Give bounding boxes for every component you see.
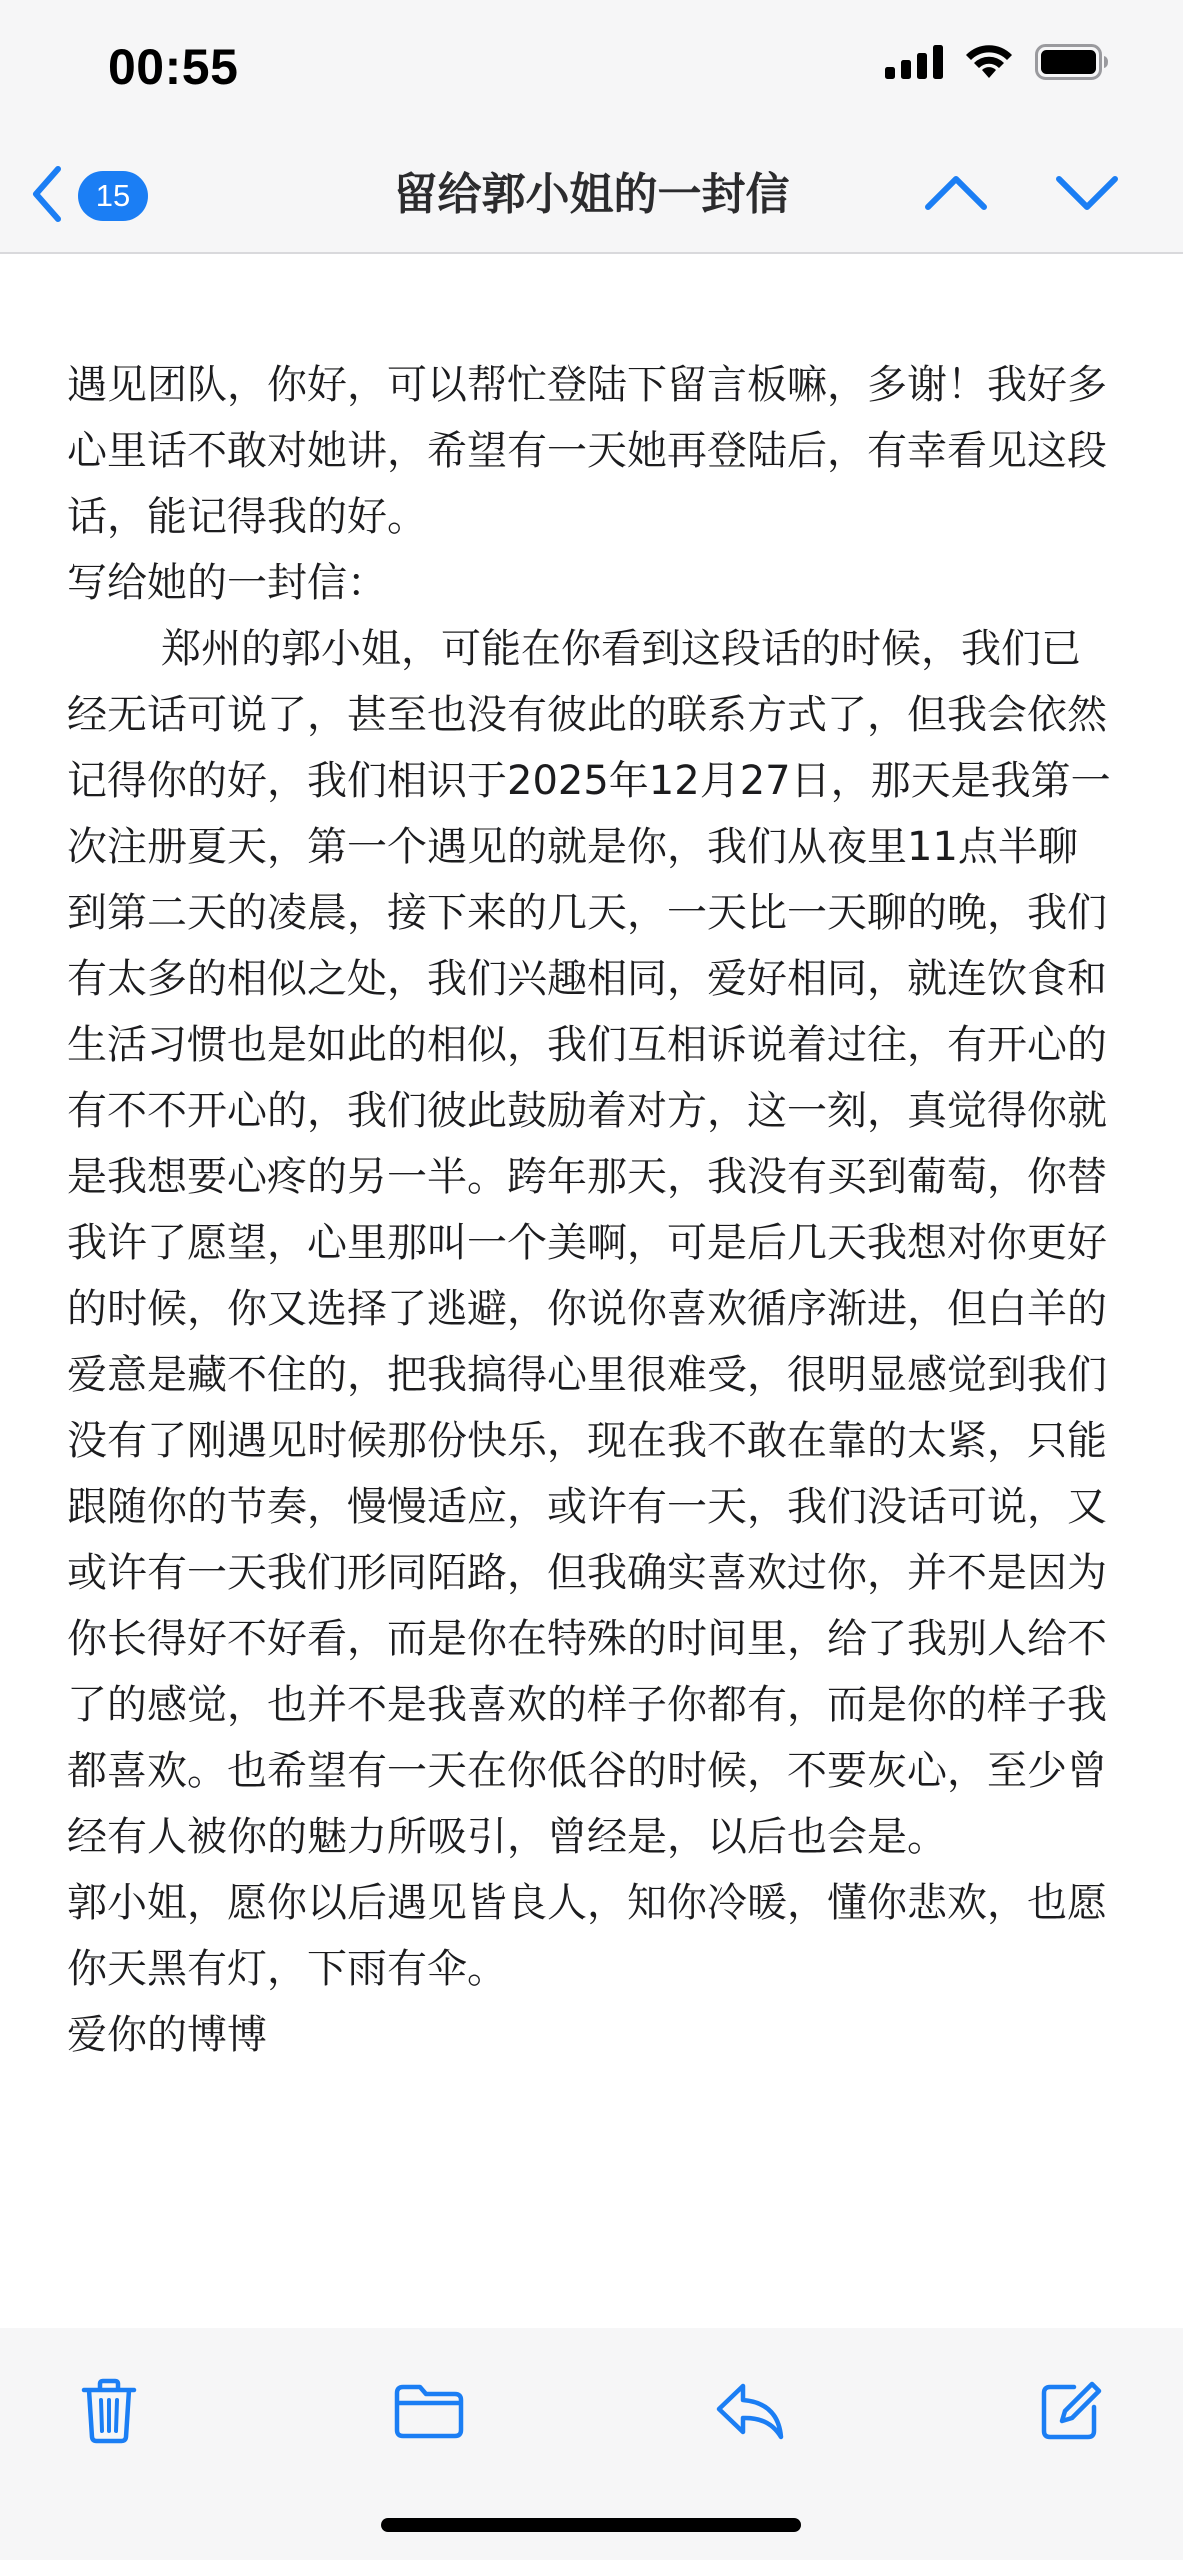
unread-count-badge: 15 (78, 171, 148, 221)
message-body (67, 352, 1117, 2068)
nav-bar (0, 140, 1183, 254)
battery-icon (1035, 44, 1109, 84)
back-button[interactable] (30, 156, 148, 236)
delete-button[interactable] (64, 2368, 154, 2458)
message-paragraph-intro: 遇见团队，你好，可以帮忙登陆下留言板嘛，多谢！我好多心里话不敢对她讲，希望有一天她再登陆后，有幸看见这段话，能记得我的好。 (67, 362, 1107, 540)
compose-icon (1038, 2379, 1102, 2447)
message-paragraph-letter: 郑州的郭小姐，可能在你看到这段话的时候，我们已经无话可说了，甚至也没有彼此的联系方式了，但我会依然记得你的好，我们相识于2025年12月27日，那天是我第一次注册夏天，第一个遇见的就是你，我们从夜里11点半聊到第二天的凌晨，接下来的几天，一天比一天聊的晚，我们有太多的相似之处，我们兴趣相同，爱好相同，就连饮食和生活习惯也是如此的相似，我们互相诉说着过往，有开心的有不不开心的，我们彼此鼓励着对方，这一刻，真觉得你就是我想要心疼的另一半。跨年那天，我没有买到葡萄，你替我许了愿望，心里那叫一个美啊，可是后几天我想对你更好的时候，你又选择了逃避，你说你喜欢循序渐进，但白羊的爱意是藏不住的，把我搞得心里很难受，很明显感觉到我们没有了刚遇见时候那份快乐，现在我不敢在靠的太紧，只能跟随你的节奏，慢慢适应，或许有一天，我们没话可说，又或许有一天我们形同陌路，但我确实喜欢过你，并不是因为你长得好不好看，而是你在特殊的时间里，给了我别人给不了的感觉，也并不是我喜欢的样子你都有，而是你的样子我都喜欢。也希望有一天在你低谷的时候，不要灰心，至少曾经有人被你的魅力所吸引，曾经是，以后也会是。 (67, 626, 1111, 1860)
cellular-signal-icon (885, 45, 943, 83)
message-signature: 爱你的博博 (67, 2012, 267, 2058)
chevron-left-icon (30, 165, 64, 227)
status-bar (0, 0, 1183, 140)
home-indicator (381, 2518, 801, 2532)
reply-icon (715, 2381, 785, 2445)
message-paragraph-heading: 写给她的一封信： (67, 560, 387, 606)
move-to-folder-button[interactable] (384, 2368, 474, 2458)
compose-button[interactable] (1025, 2368, 1115, 2458)
page-title: 留给郭小姐的一封信 (393, 169, 790, 220)
reply-button[interactable] (705, 2368, 795, 2458)
chevron-down-icon (1055, 173, 1119, 217)
trash-icon (81, 2378, 137, 2448)
status-time: 00:55 (108, 39, 239, 95)
status-icons (885, 44, 1109, 84)
message-paragraph-wishes: 郭小姐，愿你以后遇见皆良人，知你冷暖，懂你悲欢，也愿你天黑有灯，下雨有伞。 (67, 1880, 1107, 1992)
next-message-button[interactable] (1047, 162, 1127, 228)
wifi-icon (965, 44, 1013, 84)
previous-message-button[interactable] (916, 162, 996, 228)
chevron-up-icon (924, 173, 988, 217)
folder-icon (394, 2383, 464, 2443)
